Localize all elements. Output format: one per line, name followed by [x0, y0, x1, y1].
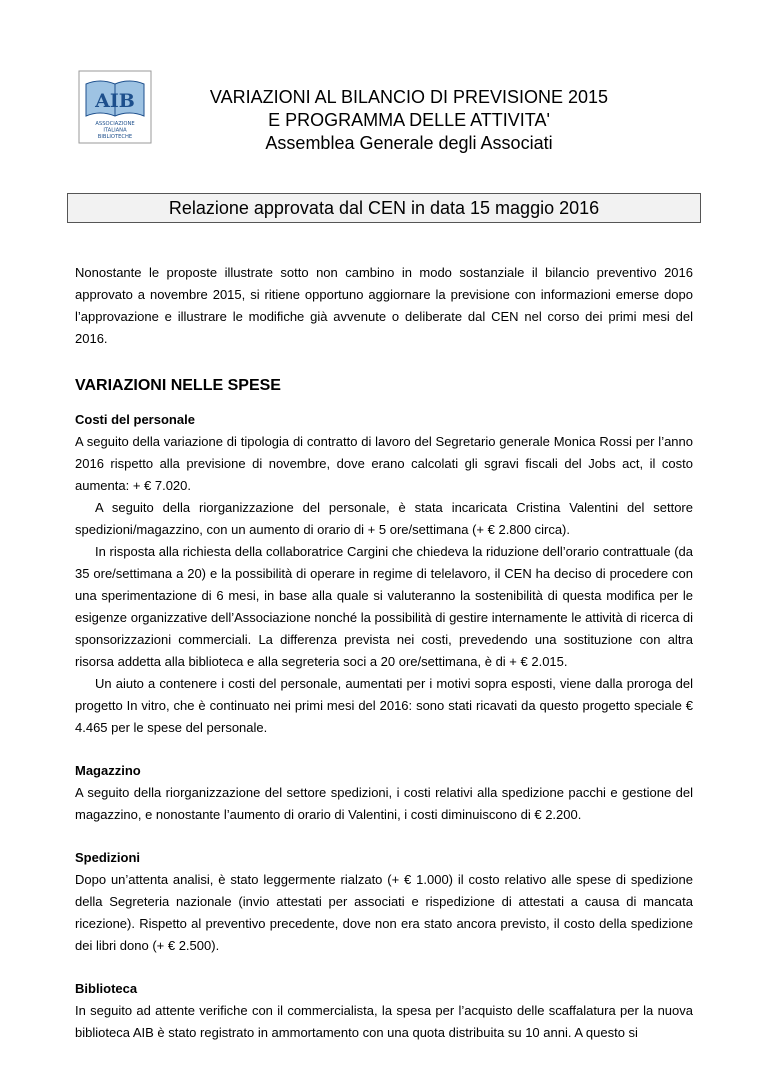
approval-banner: Relazione approvata dal CEN in data 15 maggio 2016: [67, 193, 701, 223]
subsection-title: Spedizioni: [75, 850, 140, 865]
document-header: [150, 86, 668, 155]
section-biblioteca: [75, 978, 693, 1044]
paragraph: A seguito della variazione di tipologia di contratto di lavoro del Segretario generale Monica Rossi per l’anno 2016 rispetto alla previsione di novembre, dove erano calcolati gli sgravi fiscali del Jobs act, il costo aumenta: + € 7.020.: [75, 434, 693, 493]
svg-text:ASSOCIAZIONE: ASSOCIAZIONE: [95, 121, 135, 127]
section-personale: [75, 409, 693, 739]
paragraph: Un aiuto a contenere i costi del personale, aumentati per i motivi sopra esposti, viene dalla proroga del progetto In vitro, che è continuato nei primi mesi del 2016: sono stati ricavati da questo progetto speciale € 4.465 per le spese del personale.: [75, 676, 693, 735]
aib-logo: [78, 70, 152, 144]
section-spedizioni: [75, 847, 693, 957]
paragraph: A seguito della riorganizzazione del settore spedizioni, i costi relativi alla spedizione pacchi e gestione del magazzino, e nonostante l’aumento di orario di Valentini, i costi diminuiscono di € 2.200.: [75, 785, 693, 822]
header-assembly: Assemblea Generale degli Associati: [265, 133, 553, 153]
paragraph: A seguito della riorganizzazione del personale, è stata incaricata Cristina Valentini del settore spedizioni/magazzino, con un aumento di orario di + 5 ore/settimana (+ € 2.800 circa).: [75, 500, 693, 537]
paragraph: In seguito ad attente verifiche con il commercialista, la spesa per l’acquisto delle scaffalatura per la nuova biblioteca AIB è stato registrato in ammortamento con una quota distribuita su 10 anni. A questo si: [75, 1003, 693, 1040]
section-title: VARIAZIONI NELLE SPESE: [75, 377, 281, 394]
subsection-title: Costi del personale: [75, 412, 195, 427]
svg-text:AIB: AIB: [95, 90, 135, 112]
subsection-title: Magazzino: [75, 763, 141, 778]
subsection-title: Biblioteca: [75, 981, 138, 996]
document-body: [75, 262, 693, 1065]
svg-text:ITALIANA: ITALIANA: [103, 127, 127, 134]
header-title: VARIAZIONI AL BILANCIO DI PREVISIONE 2015: [209, 87, 609, 107]
section-magazzino: [75, 760, 693, 826]
paragraph: In risposta alla richiesta della collaboratrice Cargini che chiedeva la riduzione dell’orario contrattuale (da 35 ore/settimana a 20) e la possibilità di operare in regime di telelavoro, il CEN ha deciso di procedere con una sperimentazione di 6 mesi, in base alla quale si valuteranno la sostenibilità di questa modifica per le esigenze organizzative dell’Associazione nonché la possibilità di gestire internamente le attività di ricerca di sponsorizzazioni commerciali. La differenza prevista nei costi, prevedendo una sostituzione con altra risorsa addetta alla biblioteca e alla segreteria soci a 20 ore/settimana, è di + € 2.015.: [75, 544, 693, 669]
intro-paragraph: Nonostante le proposte illustrate sotto non cambino in modo sostanziale il bilancio preventivo 2016 approvato a novembre 2015, si ritiene opportuno aggiornare la previsione con informazioni emerse dopo l’approvazione e illustrare le modifiche già avvenute o deliberate dal CEN nel corso dei primi mesi del 2016.: [75, 265, 693, 346]
svg-text:BIBLIOTECHE: BIBLIOTECHE: [97, 134, 133, 140]
header-subtitle: E PROGRAMMA DELLE ATTIVITA': [268, 110, 550, 130]
paragraph: Dopo un’attenta analisi, è stato leggermente rialzato (+ € 1.000) il costo relativo alle spese di spedizione della Segreteria nazionale (invio attestati per associati e rispedizione di attestati a causa di mancata ricezione). Rispetto al preventivo precedente, dove non era stato ancora previsto, il costo della spedizione dei libri dono (+ € 2.500).: [75, 872, 693, 953]
